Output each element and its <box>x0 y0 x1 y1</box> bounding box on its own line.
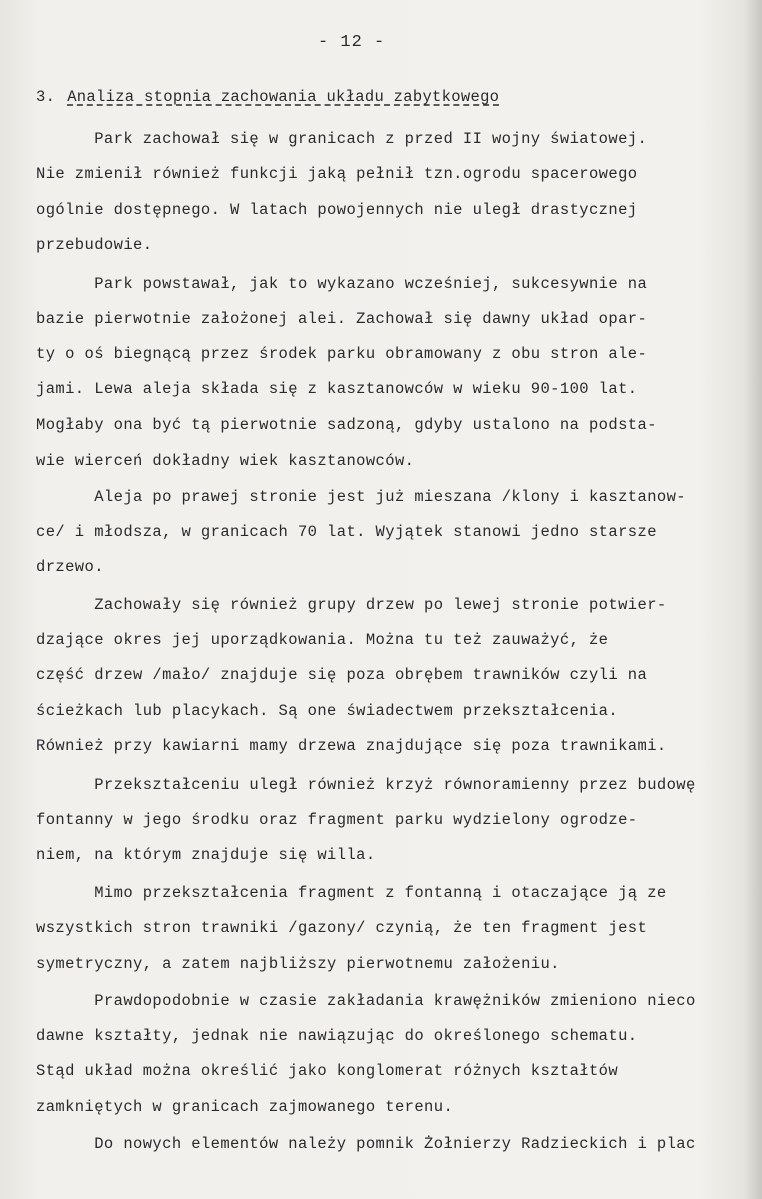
text-line: dawne kształty, jednak nie nawiązując do określonego schematu. <box>36 1027 638 1045</box>
section-number: 3. <box>36 88 56 106</box>
text-line: Park zachował się w granicach z przed II wojny światowej. <box>36 130 648 148</box>
section-title: Analiza stopnia zachowania układu zabytkowego <box>67 88 500 106</box>
text-line: bazie pierwotnie założonej alei. Zachował się dawny układ opar- <box>36 310 648 328</box>
page-edge-shadow <box>744 0 762 1199</box>
text-line: Nie zmienił również funkcji jaką pełnił tzn.ogrodu spacerowego <box>36 165 638 183</box>
text-line: Prawdopodobnie w czasie zakładania krawężników zmieniono nieco <box>36 992 696 1010</box>
text-line: wie wierceń dokładny wiek kasztanowców. <box>36 452 415 470</box>
text-line: ce/ i młodsza, w granicach 70 lat. Wyjątek stanowi jedno starsze <box>36 523 657 541</box>
text-line: dzające okres jej uporządkowania. Można tu też zauważyć, że <box>36 631 609 649</box>
text-line: symetryczny, a zatem najbliższy pierwotnemu założeniu. <box>36 955 560 973</box>
text-line: wszystkich stron trawniki /gazony/ czynią, że ten fragment jest <box>36 919 648 937</box>
text-line: część drzew /mało/ znajduje się poza obrębem trawników czyli na <box>36 666 648 684</box>
text-line: jami. Lewa aleja składa się z kasztanowców w wieku 90-100 lat. <box>36 380 638 398</box>
text-line: Przekształceniu uległ również krzyż równoramienny przez budowę <box>36 776 696 794</box>
text-line: Również przy kawiarni mamy drzewa znajdujące się poza trawnikami. <box>36 737 667 755</box>
text-line: niem, na którym znajduje się willa. <box>36 846 376 864</box>
text-line: ty o oś biegnącą przez środek parku obramowany z obu stron ale- <box>36 345 648 363</box>
section-heading <box>36 88 499 106</box>
text-line: Mogłaby ona być tą pierwotnie sadzoną, gdyby ustalono na podsta- <box>36 416 657 434</box>
text-line: ścieżkach lub placykach. Są one świadectwem przekształcenia. <box>36 702 619 720</box>
text-line: fontanny w jego środku oraz fragment parku wydzielony ogrodze- <box>36 811 638 829</box>
text-line: Park powstawał, jak to wykazano wcześniej, sukcesywnie na <box>36 275 648 293</box>
text-line: Zachowały się również grupy drzew po lewej stronie potwier- <box>36 596 667 614</box>
text-line: zamkniętych w granicach zajmowanego terenu. <box>36 1098 454 1116</box>
text-line: Do nowych elementów należy pomnik Żołnierzy Radzieckich i plac <box>36 1135 696 1153</box>
page-number: - 12 - <box>318 33 386 52</box>
text-line: Stąd układ można określić jako konglomerat różnych kształtów <box>36 1062 619 1080</box>
text-line: Mimo przekształcenia fragment z fontanną i otaczające ją ze <box>36 884 667 902</box>
text-line: ogólnie dostępnego. W latach powojennych nie uległ drastycznej <box>36 201 638 219</box>
text-line: przebudowie. <box>36 236 153 254</box>
text-line: drzewo. <box>36 558 104 576</box>
text-line: Aleja po prawej stronie jest już mieszana /klony i kasztanow- <box>36 488 687 506</box>
